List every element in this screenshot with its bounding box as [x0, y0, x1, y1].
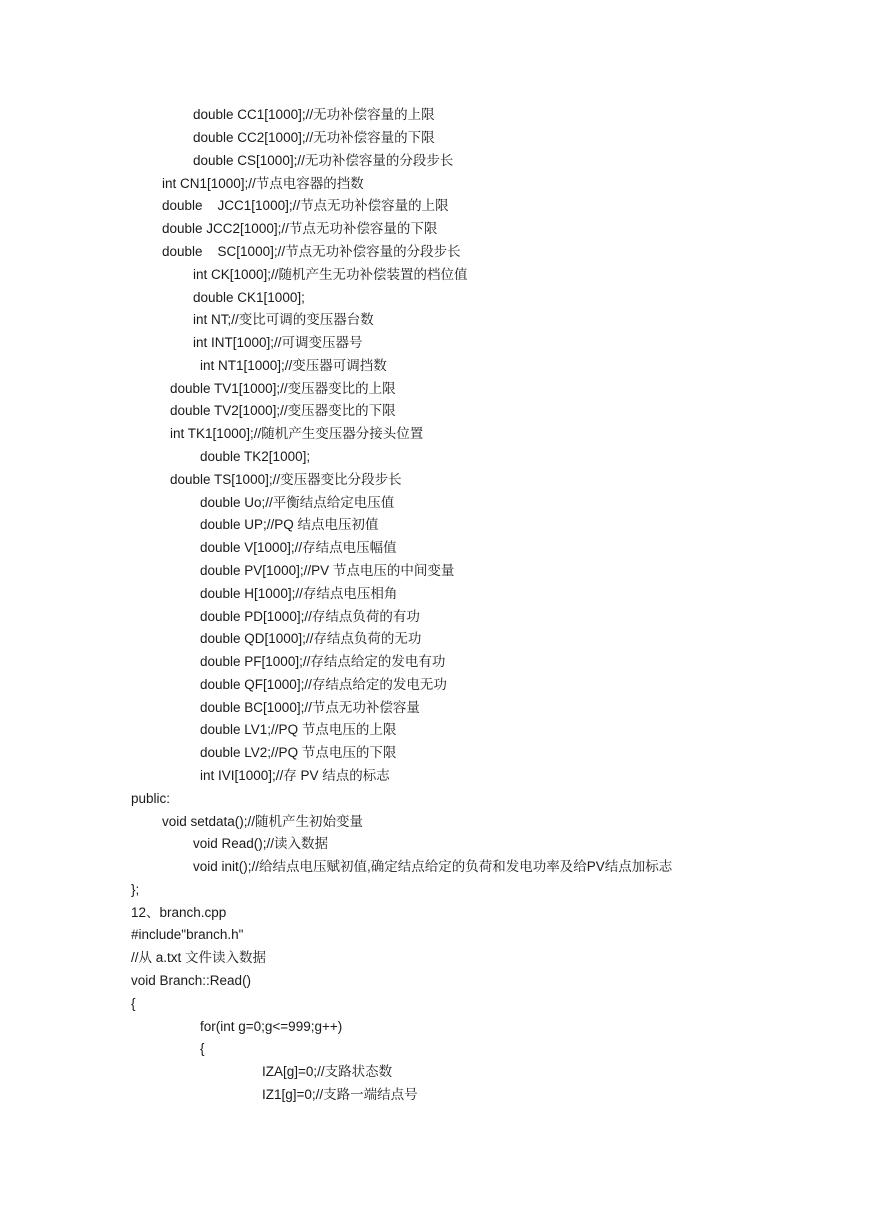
code-line: void Branch::Read()	[131, 973, 252, 988]
code-line: };	[131, 882, 140, 897]
code-line: double TS[1000];//变压器变比分段步长	[170, 472, 402, 487]
code-line: double CS[1000];//无功补偿容量的分段步长	[193, 153, 454, 168]
code-line: double CC1[1000];//无功补偿容量的上限	[193, 107, 435, 122]
code-line: int IVI[1000];//存 PV 结点的标志	[200, 768, 390, 783]
code-line: IZ1[g]=0;//支路一端结点号	[262, 1087, 418, 1102]
code-line: double CK1[1000];	[193, 290, 305, 305]
code-line: double LV1;//PQ 节点电压的上限	[200, 722, 397, 737]
code-line: double JCC2[1000];//节点无功补偿容量的下限	[162, 221, 438, 236]
code-line: int NT1[1000];//变压器可调挡数	[200, 358, 387, 373]
code-line: double CC2[1000];//无功补偿容量的下限	[193, 130, 435, 145]
code-line: double TK2[1000];	[200, 449, 311, 464]
code-line: #include"branch.h"	[131, 927, 244, 942]
code-line: double TV2[1000];//变压器变比的下限	[170, 403, 396, 418]
section-heading: 12、branch.cpp	[131, 905, 227, 920]
code-line: double JCC1[1000];//节点无功补偿容量的上限	[162, 198, 449, 213]
code-line: double V[1000];//存结点电压幅值	[200, 540, 397, 555]
code-line: double QD[1000];//存结点负荷的无功	[200, 631, 422, 646]
code-line: double Uo;//平衡结点给定电压值	[200, 495, 395, 510]
code-line: double PF[1000];//存结点给定的发电有功	[200, 654, 446, 669]
code-line: IZA[g]=0;//支路状态数	[262, 1064, 393, 1079]
code-line: double PD[1000];//存结点负荷的有功	[200, 609, 420, 624]
code-line: //从 a.txt 文件读入数据	[131, 950, 267, 965]
code-line: void Read();//读入数据	[193, 836, 329, 851]
code-line: double UP;//PQ 结点电压初值	[200, 517, 379, 532]
code-line: int TK1[1000];//随机产生变压器分接头位置	[170, 426, 424, 441]
code-line: double H[1000];//存结点电压相角	[200, 586, 398, 601]
code-line: int NT;//变比可调的变压器台数	[193, 312, 374, 327]
code-line: double BC[1000];//节点无功补偿容量	[200, 700, 420, 715]
code-line: int INT[1000];//可调变压器号	[193, 335, 363, 350]
code-line: for(int g=0;g<=999;g++)	[200, 1019, 343, 1034]
code-line: double SC[1000];//节点无功补偿容量的分段步长	[162, 244, 461, 259]
code-line: double PV[1000];//PV 节点电压的中间变量	[200, 563, 455, 578]
code-line: double LV2;//PQ 节点电压的下限	[200, 745, 397, 760]
code-line: void setdata();//随机产生初始变量	[162, 814, 364, 829]
code-line: int CN1[1000];//节点电容器的挡数	[162, 176, 364, 191]
code-line: int CK[1000];//随机产生无功补偿装置的档位值	[193, 267, 468, 282]
code-line: {	[131, 996, 136, 1011]
code-line: double QF[1000];//存结点给定的发电无功	[200, 677, 447, 692]
code-line: public:	[131, 791, 171, 806]
code-line: {	[200, 1041, 205, 1056]
code-line: void init();//给结点电压赋初值,确定结点给定的负荷和发电功率及给PV结点加标志	[193, 859, 673, 874]
code-line: double TV1[1000];//变压器变比的上限	[170, 381, 396, 396]
